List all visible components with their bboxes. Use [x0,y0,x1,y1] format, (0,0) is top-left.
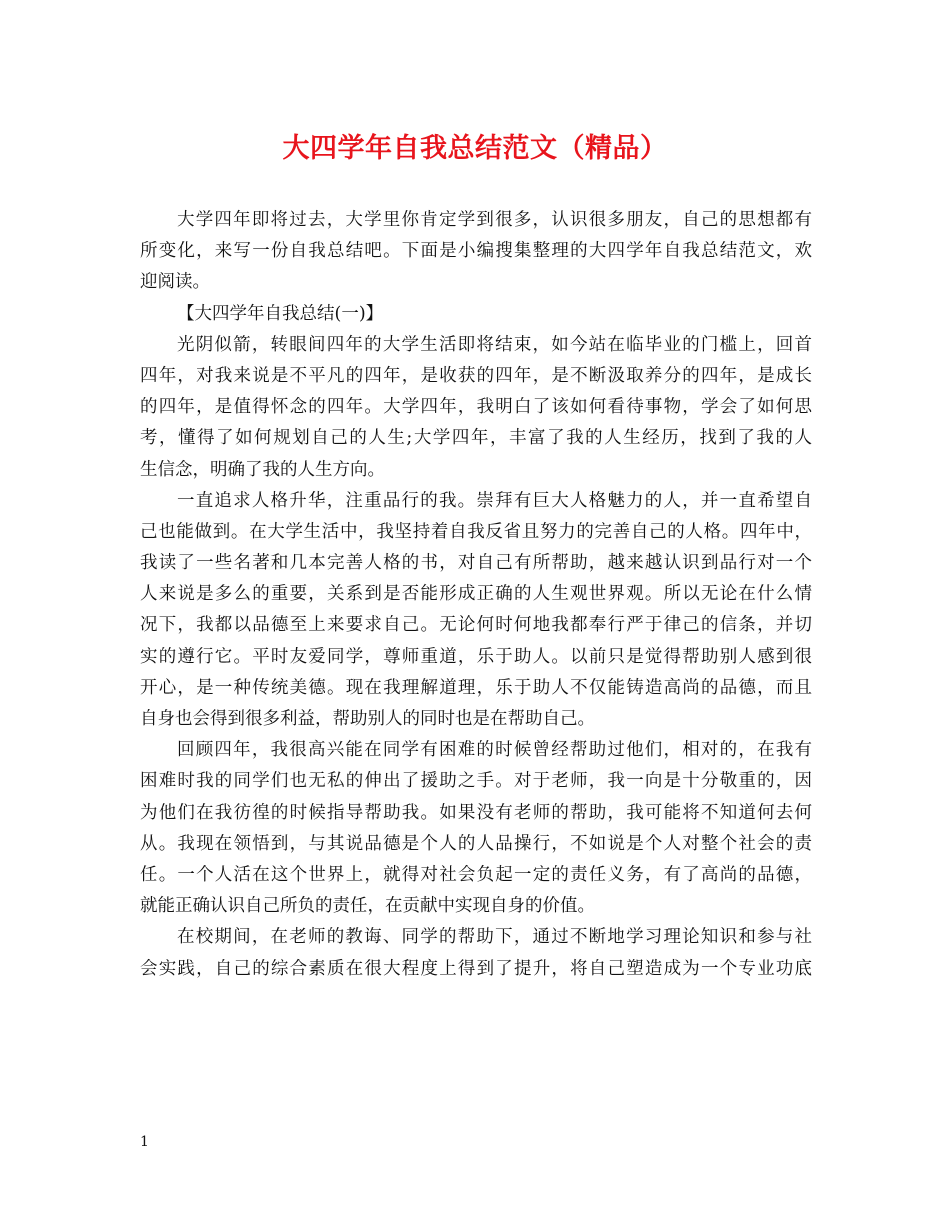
text-line: 就能正确认识自己所负的责任，在贡献中实现自身的价值。 [140,896,595,917]
text-line: 我读了一些名著和几本完善人格的书，对自己有所帮助，越来越认识到品行对一个 [140,553,812,574]
text-line: 开心，是一种传统美德。现在我理解道理，乐于助人不仅能铸造高尚的品德，而且 [140,677,812,698]
text-line: 生信念，明确了我的人生方向。 [140,459,385,480]
text-line: 回顾四年，我很高兴能在同学有困难的时候曾经帮助过他们，相对的，在我有 [177,740,812,761]
text-line: 实的遵行它。平时友爱同学，尊师重道，乐于助人。以前只是觉得帮助别人感到很 [140,646,812,667]
text-line: 迎阅读。 [140,272,210,293]
text-line: 任。一个人活在这个世界上，就得对社会负起一定的责任义务，有了高尚的品德， [140,864,812,885]
text-line: 自身也会得到很多利益，帮助别人的同时也是在帮助自己。 [140,709,595,729]
text-line: 会实践，自己的综合素质在很大程度上得到了提升，将自己塑造成为一个专业功底 [140,958,812,979]
text-line: 为他们在我彷徨的时候指导帮助我。如果没有老师的帮助，我可能将不知道何去何 [140,802,812,823]
document-body [140,205,812,985]
text-line: 大学四年即将过去，大学里你肯定学到很多，认识很多朋友，自己的思想都有 [177,210,812,230]
text-line: 况下，我都以品德至上来要求自己。无论何时何地我都奉行严于律己的信条，并切 [140,615,812,636]
text-line: 困难时我的同学们也无私的伸出了援助之手。对于老师，我一向是十分敬重的，因 [140,771,812,792]
text-line: 的四年，是值得怀念的四年。大学四年，我明白了该如何看待事物，学会了如何思 [140,397,812,418]
text-line: 考，懂得了如何规划自己的人生;大学四年，丰富了我的人生经历，找到了我的人 [140,428,812,449]
text-line: 四年，对我来说是不平凡的四年，是收获的四年，是不断汲取养分的四年，是成长 [140,365,812,386]
page-number: 1 [140,1134,149,1150]
section-heading: 【大四学年自我总结(一)】 [177,303,384,324]
text-line: 人来说是多么的重要，关系到是否能形成正确的人生观世界观。所以无论在什么情 [140,584,812,605]
text-line: 从。我现在领悟到，与其说品德是个人的人品操行，不如说是个人对整个社会的责 [140,833,812,854]
text-line: 所变化，来写一份自我总结吧。下面是小编搜集整理的大四学年自我总结范文，欢 [140,241,812,262]
text-line: 光阴似箭，转眼间四年的大学生活即将结束，如今站在临毕业的门槛上，回首 [177,334,812,355]
text-line: 在校期间，在老师的教诲、同学的帮助下，通过不断地学习理论知识和参与社 [177,927,812,948]
text-line: 己也能做到。在大学生活中，我坚持着自我反省且努力的完善自己的人格。四年中， [140,521,812,542]
text-line: 一直追求人格升华，注重品行的我。崇拜有巨大人格魅力的人，并一直希望自 [177,490,812,511]
document-title: 大四学年自我总结范文（精品） [282,133,668,164]
